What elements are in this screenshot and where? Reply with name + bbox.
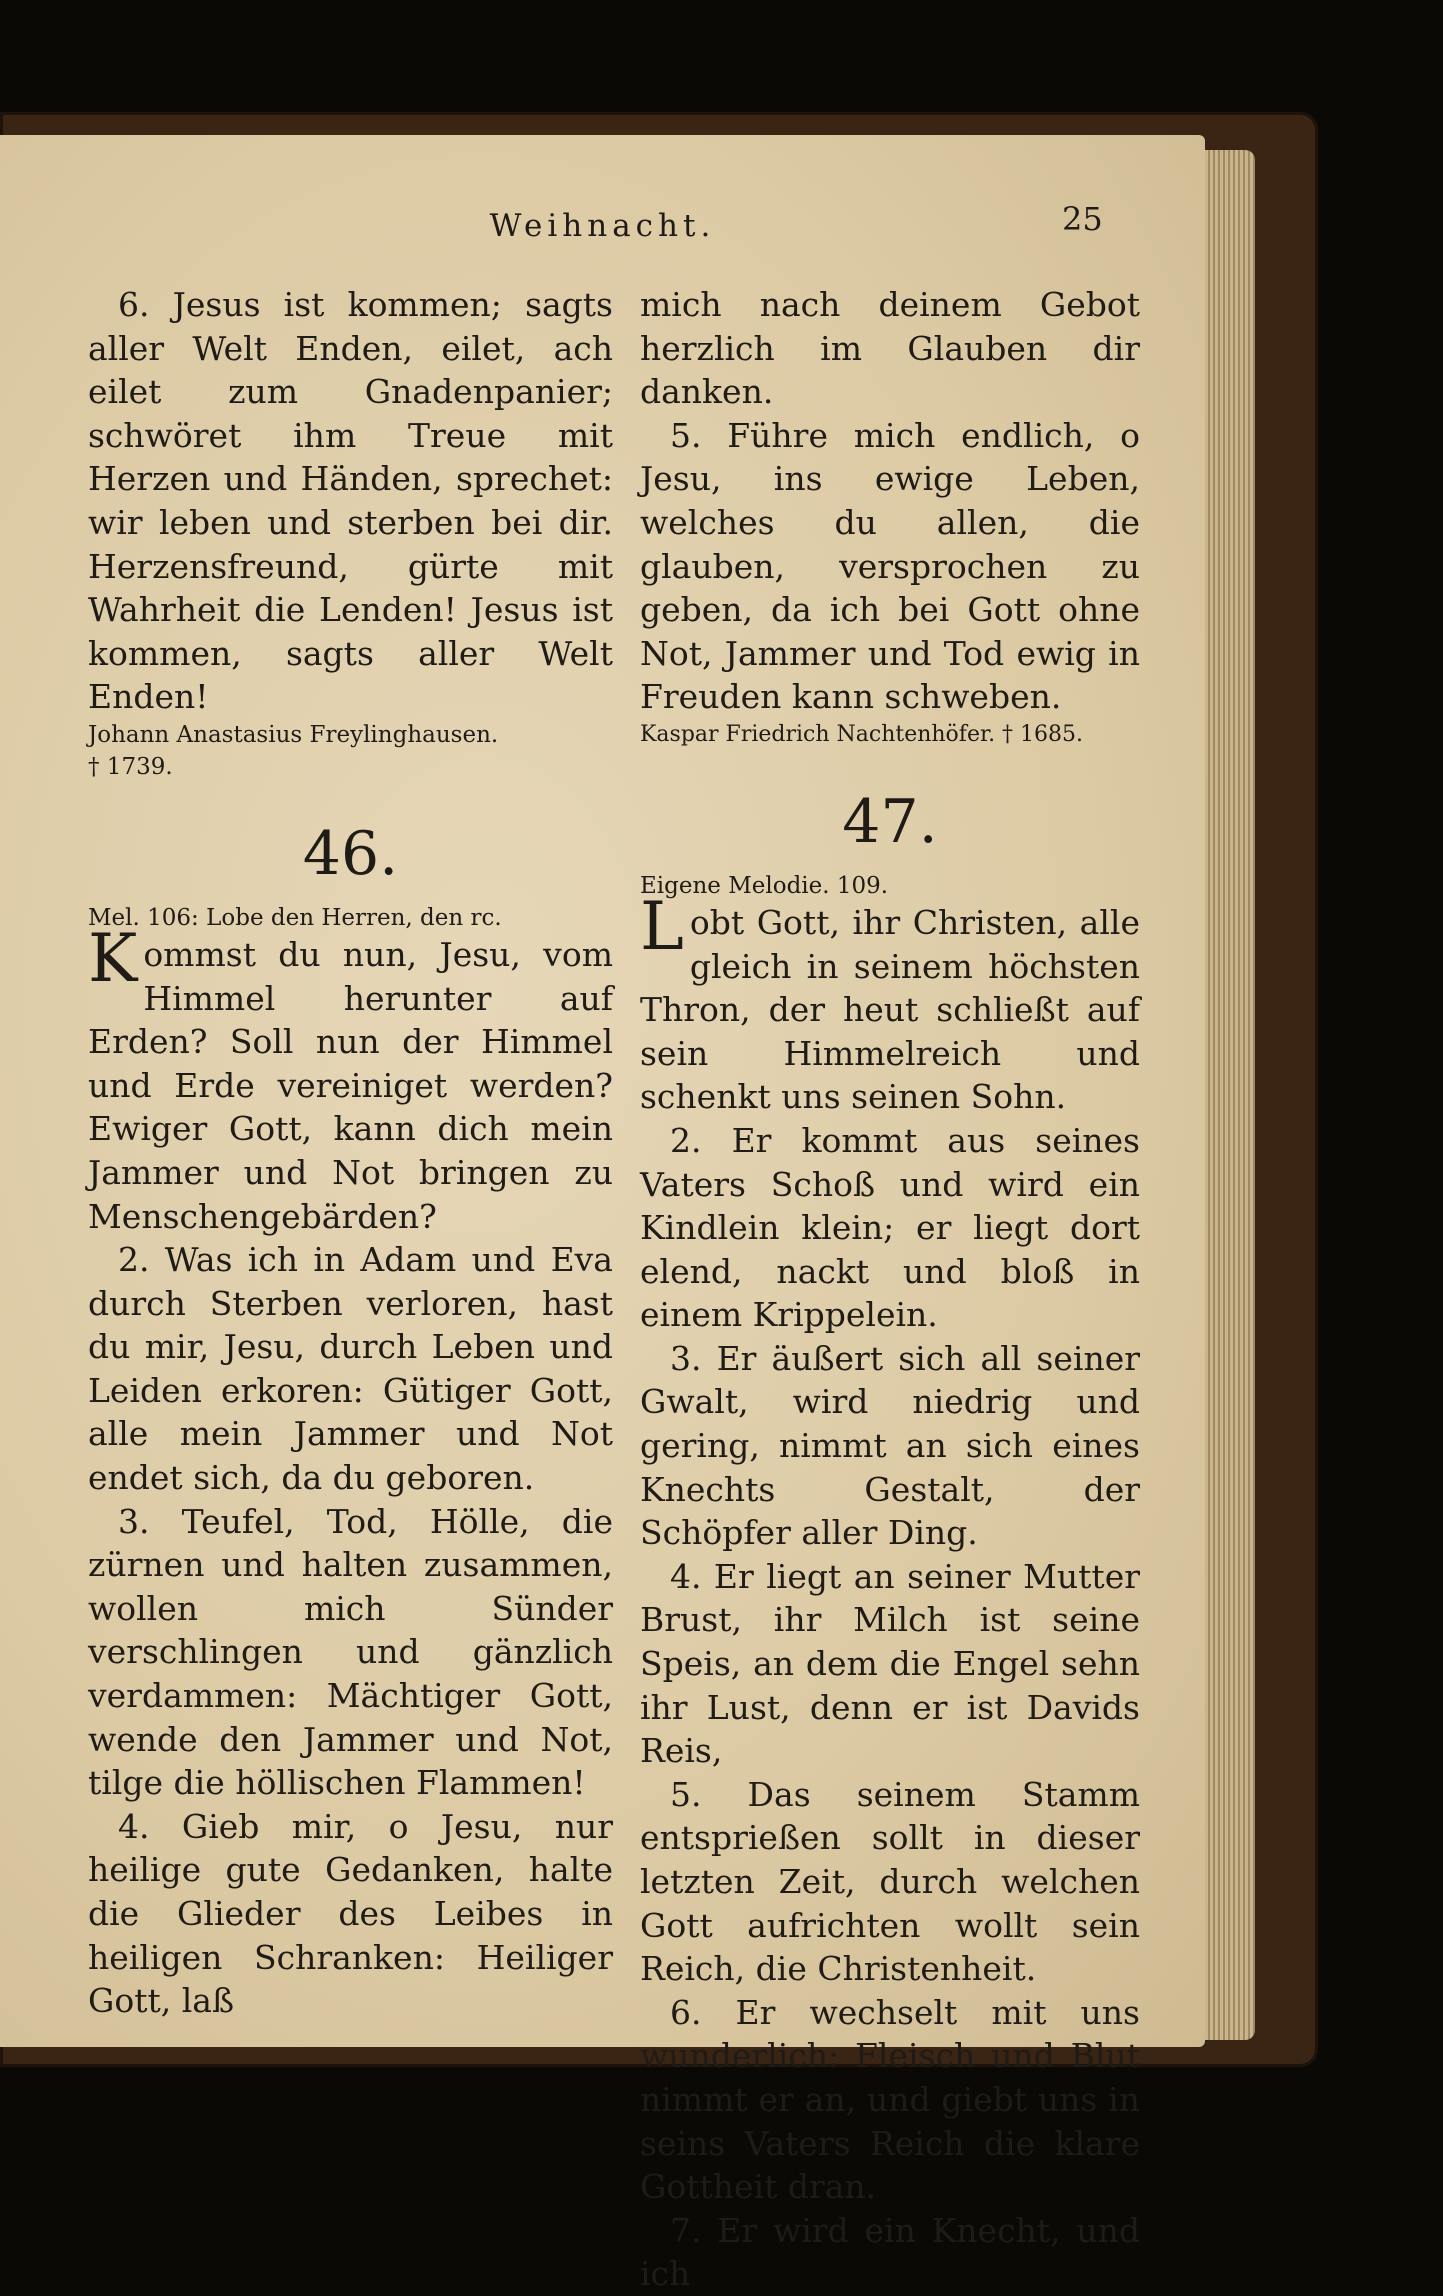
stanza-6-previous-hymn: 6. Jesus ist kommen; sagts aller Welt Enden, eilet, ach eilet zum Gnadenpanier; schwöret ihm Treue mit Herzen und Händen, sprechet: wir leben und sterben bei dir. Herzensfreund, gürte mit Wahrheit die Lenden! Jesus ist kommen, sagts aller Welt Enden! [88, 285, 613, 717]
hymn-47-stanza-5: 5. Das seinem Stamm entsprießen sollt in dieser letzten Zeit, durch welchen Gott aufrichten wollt sein Reich, die Christenheit. [640, 1774, 1140, 1989]
hymn-46-stanza-1 [88, 919, 613, 1238]
hymn-47-stanza-3: 3. Er äußert sich all seiner Gwalt, wird niedrig und gering, nimmt an sich eines Knechts Gestalt, der Schöpfer aller Ding. [640, 1338, 1140, 1553]
hymn-47-melody: Eigene Melodie. 109. [640, 872, 889, 899]
hymn-47-stanza-1 [640, 887, 1140, 1119]
hymn-46-stanza-3: 3. Teufel, Tod, Hölle, die zürnen und halten zusammen, wollen mich Sünder verschlingen und gänzlich verdammen: Mächtiger Gott, wende den Jammer und Not, tilge die höllischen Flammen! [88, 1501, 613, 1803]
hymn-46-stanza-4: 4. Gieb mir, o Jesu, nur heilige gute Gedanken, halte die Glieder des Leibes in heiligen Schranken: Heiliger Gott, laß [88, 1806, 613, 2021]
author-previous-date: † 1739. [88, 753, 173, 780]
hymn-number-46: 46. [302, 818, 399, 889]
author-hymn-46: Kaspar Friedrich Nachtenhöfer. † 1685. [640, 721, 1084, 747]
hymn-46-stanza-2: 2. Was ich in Adam und Eva durch Sterben verloren, hast du mir, Jesu, durch Leben und Leiden erkoren: Gütiger Gott, alle mein Jammer und Not endet sich, da du geboren. [88, 1240, 613, 1498]
hymn-46-melody: Mel. 106: Lobe den Herren, den rc. [88, 904, 502, 931]
hymn-47-stanza-2: 2. Er kommt aus seines Vaters Schoß und wird ein Kindlein klein; er liegt dort elend, nackt und bloß in einem Krippelein. [640, 1120, 1140, 1335]
book-page [0, 135, 1205, 2294]
running-head: Weihnacht. [489, 208, 716, 244]
left-column [88, 283, 613, 2023]
hymn-47-dropcap: L [640, 887, 684, 965]
hymn-47-stanza-4: 4. Er liegt an seiner Mutter Brust, ihr Milch ist seine Speis, an dem die Engel sehn ihr Lust, denn er ist Davids Reis, [640, 1556, 1140, 1771]
hymn-46-dropcap: K [88, 919, 138, 997]
hymn-47-stanza-6: 6. Er wechselt mit uns wunderlich: Fleisch und Blut nimmt er an, und giebt uns in seins Vaters Reich die klare Gottheit dran. [640, 1992, 1140, 2207]
hymn-47-stanza-7: 7. Er wird ein Knecht, und ich [640, 2210, 1140, 2294]
hymn-47-stanza-1-text: obt Gott, ihr Christen, alle gleich in seinem höchsten Thron, der heut schließt auf sein Himmelreich und schenkt uns seinen Sohn. [640, 902, 1140, 1117]
hymn-number-47: 47. [842, 786, 938, 857]
right-column [640, 283, 1140, 2296]
hymn-46-stanza-5: 5. Führe mich endlich, o Jesu, ins ewige Leben, welches du allen, die glauben, versprochen zu geben, da ich bei Gott ohne Not, Jammer und Tod ewig in Freuden kann schweben. [640, 415, 1140, 717]
stanza-continuation: mich nach deinem Gebot herzlich im Glauben dir danken. [640, 285, 1140, 412]
page-number: 25 [1062, 200, 1103, 238]
hymn-46-stanza-1-text: ommst du nun, Jesu, vom Himmel herunter auf Erden? Soll nun der Himmel und Erde vereiniget werden? Ewiger Gott, kann dich mein Jammer und Not bringen zu Menschengebärden? [88, 934, 613, 1236]
author-previous-hymn: Johann Anastasius Freylinghausen. [88, 721, 499, 748]
